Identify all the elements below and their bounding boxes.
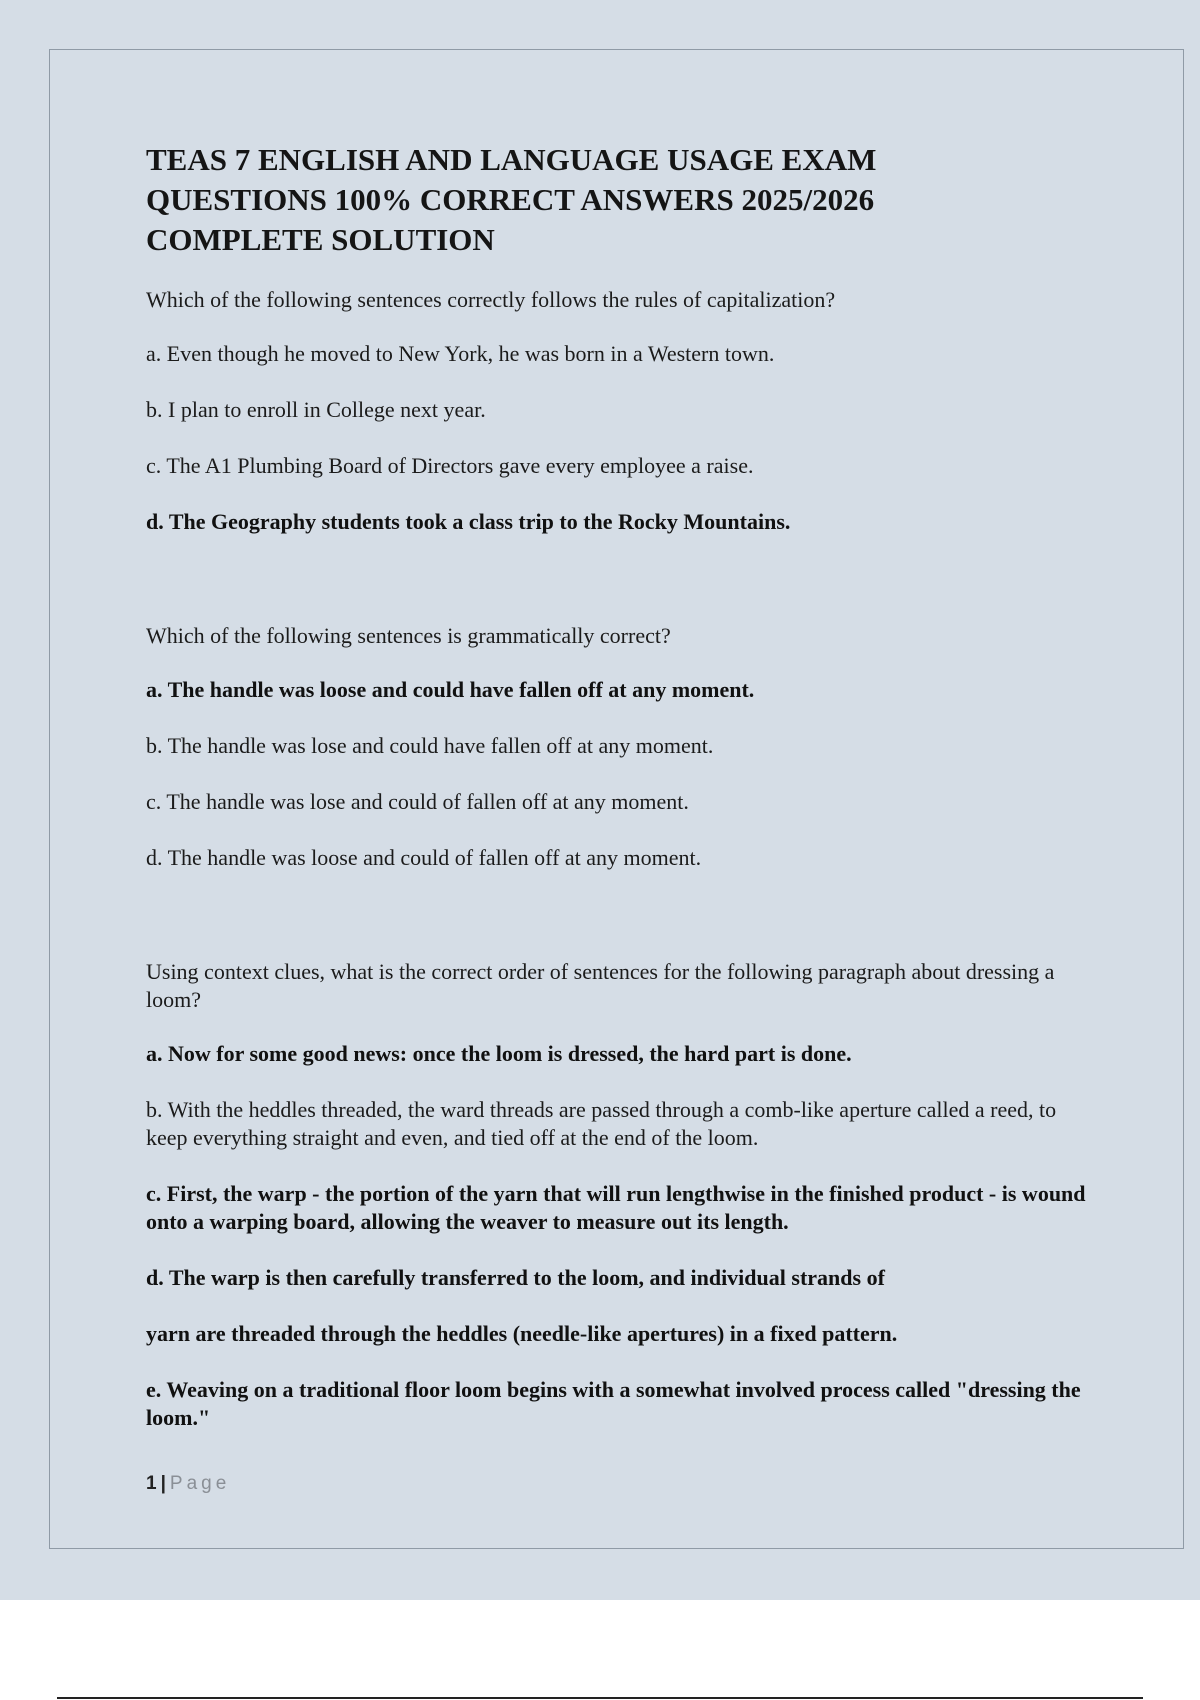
question-block-2 xyxy=(146,622,1096,872)
page-footer xyxy=(146,1473,230,1495)
answer-option: d. The handle was loose and could of fallen off at any moment. xyxy=(146,845,702,870)
answer-option-correct: a. The handle was loose and could have fallen off at any moment. xyxy=(146,677,755,702)
document-title: TEAS 7 ENGLISH AND LANGUAGE USAGE EXAM QUESTIONS 100% CORRECT ANSWERS 2025/2026 COMPLETE SOLUTION xyxy=(146,142,877,257)
page-number: 1 xyxy=(146,1473,157,1494)
question-prompt: Which of the following sentences is grammatically correct? xyxy=(146,623,671,648)
question-block-1 xyxy=(146,286,1096,536)
answer-option-correct: e. Weaving on a traditional floor loom begins with a somewhat involved process called "dressing the loom." xyxy=(146,1377,1081,1430)
answer-option-correct: c. First, the warp - the portion of the yarn that will run lengthwise in the finished product - is wound onto a warping board, allowing the weaver to measure out its length. xyxy=(146,1181,1086,1234)
question-prompt: Using context clues, what is the correct order of sentences for the following paragraph about dressing a loom? xyxy=(146,959,1055,1012)
answer-option: b. The handle was lose and could have fallen off at any moment. xyxy=(146,733,714,758)
document-body xyxy=(146,140,1096,1460)
answer-option: c. The A1 Plumbing Board of Directors gave every employee a raise. xyxy=(146,453,754,478)
next-page-top-rule xyxy=(57,1697,1143,1699)
question-block-3 xyxy=(146,958,1096,1432)
answer-option-correct: a. Now for some good news: once the loom is dressed, the hard part is done. xyxy=(146,1041,852,1066)
answer-option-correct: d. The warp is then carefully transferred to the loom, and individual strands of xyxy=(146,1265,885,1290)
answer-option: b. I plan to enroll in College next year. xyxy=(146,397,486,422)
answer-option: b. With the heddles threaded, the ward threads are passed through a comb-like aperture called a reed, to keep everything straight and even, and tied off at the end of the loom. xyxy=(146,1097,1057,1150)
answer-option: a. Even though he moved to New York, he was born in a Western town. xyxy=(146,341,775,366)
answer-option: c. The handle was lose and could of fallen off at any moment. xyxy=(146,789,689,814)
answer-option-correct: d. The Geography students took a class trip to the Rocky Mountains. xyxy=(146,509,791,534)
answer-option-continuation: yarn are threaded through the heddles (needle-like apertures) in a fixed pattern. xyxy=(146,1321,898,1346)
page-separator: | xyxy=(160,1473,166,1494)
page-label: Page xyxy=(169,1473,231,1494)
question-prompt: Which of the following sentences correctly follows the rules of capitalization? xyxy=(146,287,836,312)
